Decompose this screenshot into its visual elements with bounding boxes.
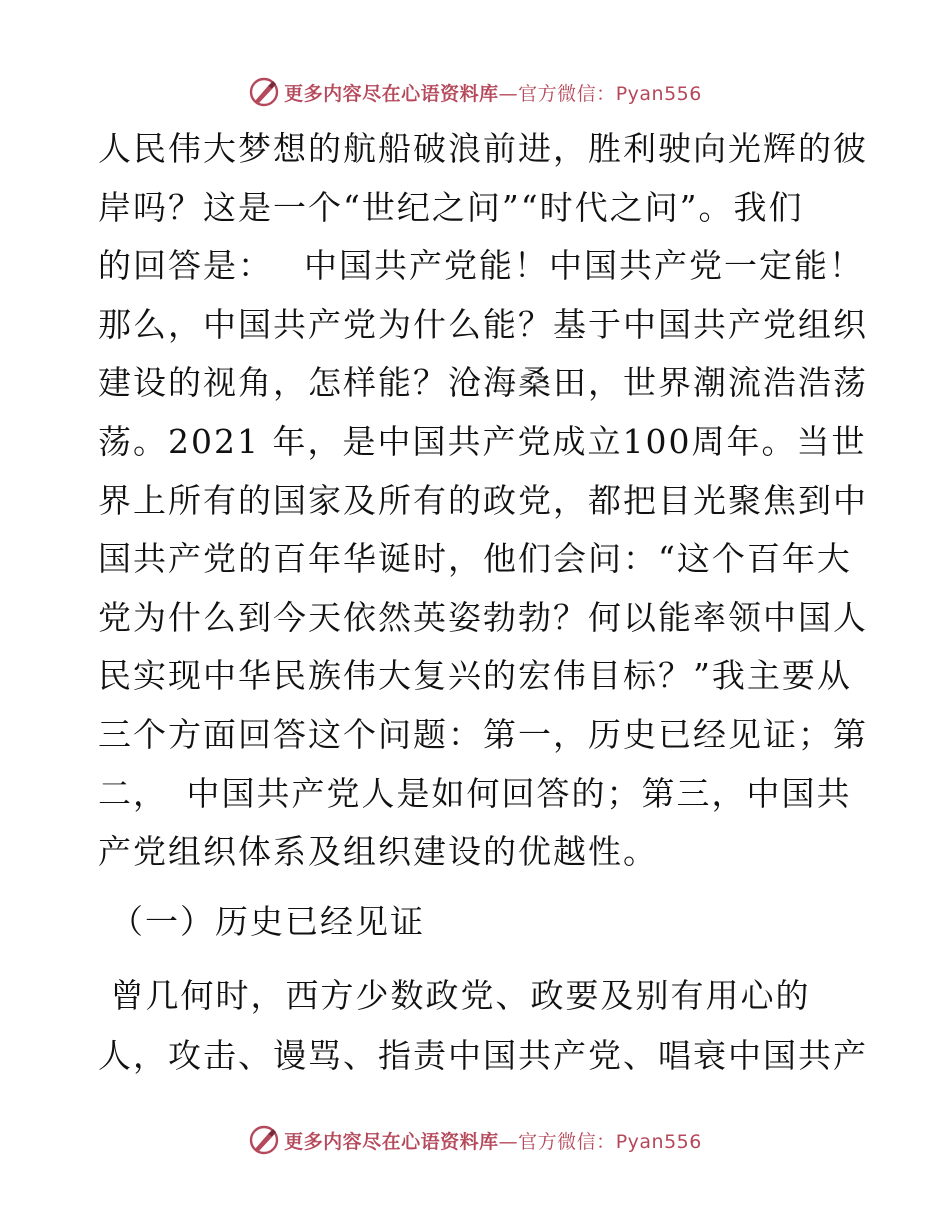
- watermark-site-text: 更多内容尽在心语资料库: [284, 82, 499, 105]
- watermark-wechat-id: Pyan556: [615, 1130, 702, 1153]
- pen-nib-circle-icon: [248, 76, 280, 108]
- text-line: 二， 中国共产党人是如何回答的；第三，中国共: [98, 773, 852, 813]
- text-line: 界上所有的国家及所有的政党，都把目光聚焦到中: [98, 480, 868, 520]
- text-line: 荡。2021 年，是中国共产党成立100周年。当世: [98, 421, 867, 461]
- text-line: 建设的视角，怎样能？沧海桑田，世界潮流浩浩荡: [98, 363, 868, 403]
- footer-watermark: [0, 1120, 950, 1160]
- pen-nib-circle-icon: [248, 1124, 280, 1156]
- paragraph-main: [98, 120, 868, 882]
- watermark-text: [284, 1127, 702, 1154]
- text-line: 人民伟大梦想的航船破浪前进，胜利驶向光辉的彼: [98, 129, 868, 168]
- paragraph-second: [98, 966, 868, 1086]
- watermark-separator: —: [498, 1130, 519, 1153]
- text-line: 党为什么到今天依然英姿勃勃？何以能率领中国人: [98, 597, 868, 637]
- watermark-wechat-label: 官方微信：: [518, 82, 616, 105]
- text-line: 国共产党的百年华诞时，他们会问：“这个百年大: [98, 539, 852, 579]
- text-line: 民实现中华民族伟大复兴的宏伟目标？”我主要从: [98, 656, 852, 696]
- watermark-wechat-label: 官方微信：: [518, 1130, 616, 1153]
- text-line: 人，攻击、谩骂、指责中国共产党、唱衰中国共产: [98, 1036, 868, 1075]
- watermark-text: [284, 79, 702, 106]
- text-line: 曾几何时，西方少数政党、政要及别有用心的: [98, 976, 811, 1015]
- watermark-wechat-id: Pyan556: [615, 82, 702, 105]
- text-line: 的回答是： 中国共产党能！中国共产党一定能！: [98, 246, 864, 286]
- text-line: 产党组织体系及组织建设的优越性。: [98, 832, 658, 872]
- text-line: 岸吗？这是一个“世纪之问”“时代之问”。我们: [98, 187, 804, 227]
- section-heading: （一）历史已经见证: [110, 902, 425, 941]
- text-line: 三个方面回答这个问题：第一，历史已经见证；第: [98, 714, 868, 754]
- text-line: 那么，中国共产党为什么能？基于中国共产党组织: [98, 304, 868, 344]
- header-watermark: [0, 72, 950, 112]
- watermark-site-text: 更多内容尽在心语资料库: [284, 1130, 499, 1153]
- watermark-separator: —: [498, 82, 519, 105]
